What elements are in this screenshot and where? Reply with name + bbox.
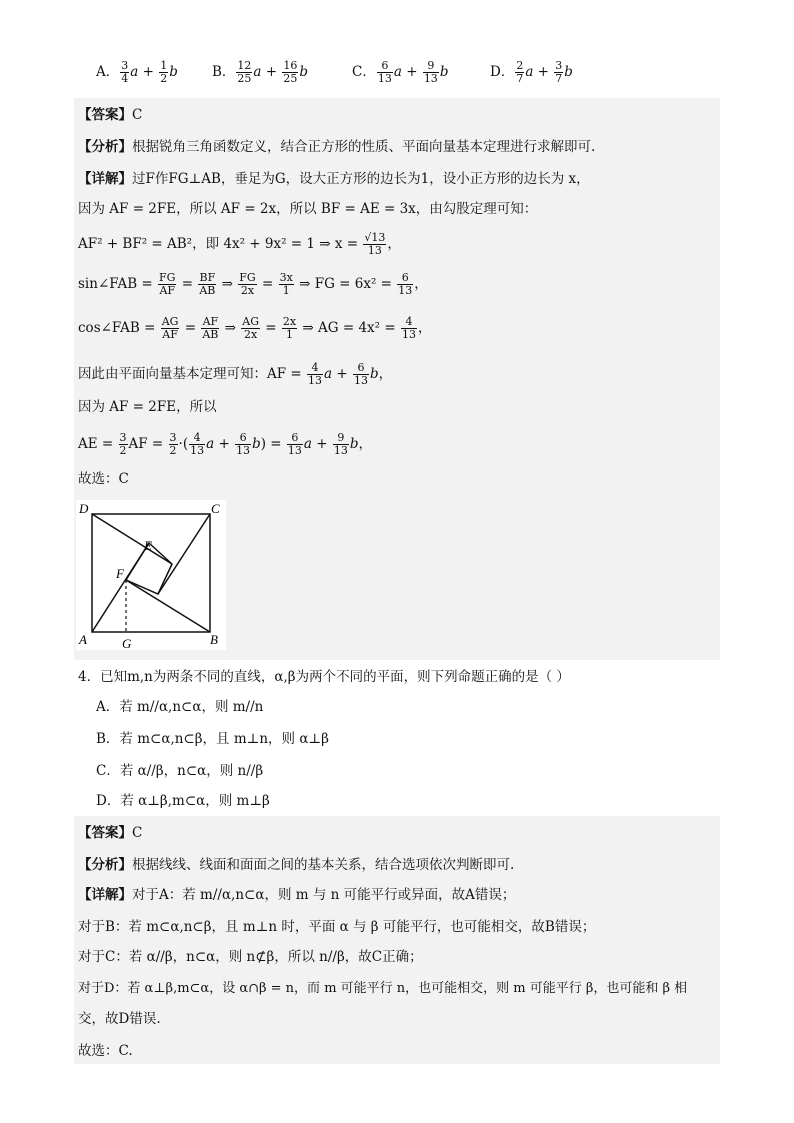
q4-detail-b: 对于B：若 m⊂α,n⊂β，且 m⊥n 时，平面 α 与 β 可能平行，也可能相交，故B错误； (78, 919, 596, 935)
q4-choose: 故选：C. (78, 1043, 133, 1059)
q4-detail-a: 【详解】对于A：若 m//α,n⊂α，则 m 与 n 可能平行或异面，故A错误； (78, 887, 516, 903)
q4-option-d: D．若 α⊥β,m⊂α，则 m⊥β (96, 793, 270, 809)
q3-detail-2: 因为 AF = 2FE，所以 AF = 2x，所以 BF = AE = 3x，由勾股定理可知： (78, 201, 538, 217)
q4-detail-d1: 对于D：若 α⊥β,m⊂α，设 α∩β = n，而 m 可能平行 n，也可能相交，则 m 可能平行 β，也可能和 β 相 (78, 981, 688, 996)
label-e: E (144, 538, 152, 553)
option-c: C． $\frac{6}{13}$ a + $\frac{9}{13}$ b (352, 59, 449, 85)
q4-option-a: A．若 m//α,n⊂α，则 m//n (96, 699, 264, 715)
q4-analysis: 【分析】根据线线、线面和面面之间的基本关系，结合选项依次判断即可. (78, 857, 515, 873)
q3-detail-1: 【详解】过F作FG⊥AB，垂足为G，设大正方形的边长为1，设小正方形的边长为 x， (78, 171, 590, 187)
label-a: A (79, 632, 87, 647)
q3-detail-3: AF² + BF² = AB²，即 4x² + 9x² = 1 ⇒ x = $\frac{√13}{13}$ ， (78, 231, 401, 257)
q3-ae-line: AE = $\frac{3}{2}$ AF = $\frac{3}{2}$ ·( $\frac{4}{13}$ a + $\frac{6}{13}$ b) = $\frac{6}{13}$ a + $\frac{9}{13}$ b， (78, 431, 373, 457)
option-a: A． $\frac{3}{4}$ a + $\frac{1}{2}$ b (96, 59, 178, 85)
q4-option-b: B．若 m⊂α,n⊂β，且 m⊥n，则 α⊥β (96, 731, 329, 747)
q4-stem: 4．已知m,n为两条不同的直线，α,β为两个不同的平面，则下列命题正确的是（ ） (78, 669, 570, 685)
label-g: G (122, 636, 132, 650)
label-c: C (211, 501, 220, 516)
square-figure (76, 500, 226, 650)
option-d: D． $\frac{2}{7}$ a + $\frac{3}{7}$ b (490, 59, 573, 85)
q4-answer: 【答案】C (78, 825, 143, 841)
q3-therefore-line: 因此由平面向量基本定理可知：AF = $\frac{4}{13}$ a + $\frac{6}{13}$ b， (78, 361, 393, 387)
q3-answer: 【答案】C (78, 107, 143, 123)
label-b: B (210, 632, 218, 647)
q4-solution-background (74, 816, 720, 1064)
q3-choose: 故选：C (78, 471, 129, 487)
q4-option-c: C．若 α//β，n⊂α，则 n//β (96, 763, 264, 779)
q4-detail-d2: 交，故D错误. (78, 1011, 161, 1027)
q3-analysis: 【分析】根据锐角三角函数定义，结合正方形的性质、平面向量基本定理进行求解即可. (78, 139, 596, 155)
option-b: B． $\frac{12}{25}$ a + $\frac{16}{25}$ b (212, 59, 309, 85)
q3-because-line: 因为 AF = 2FE，所以 (78, 399, 217, 415)
label-f: F (116, 566, 124, 581)
label-d: D (79, 501, 89, 516)
q4-detail-c: 对于C：若 α//β，n⊂α，则 n⊄β，所以 n//β，故C正确； (78, 949, 423, 965)
q3-cos-line: cos∠FAB = $\frac{AG}{AF}$ = $\frac{AF}{AB}$ ⇒ $\frac{AG}{2x}$ = $\frac{2x}{1}$ ⇒ AG = 4x² = $\frac{4}{13}$ ， (78, 315, 432, 341)
q3-sin-line: sin∠FAB = $\frac{FG}{AF}$ = $\frac{BF}{AB}$ ⇒ $\frac{FG}{2x}$ = $\frac{3x}{1}$ ⇒ FG = 6x² = $\frac{6}{13}$ ， (78, 271, 428, 297)
